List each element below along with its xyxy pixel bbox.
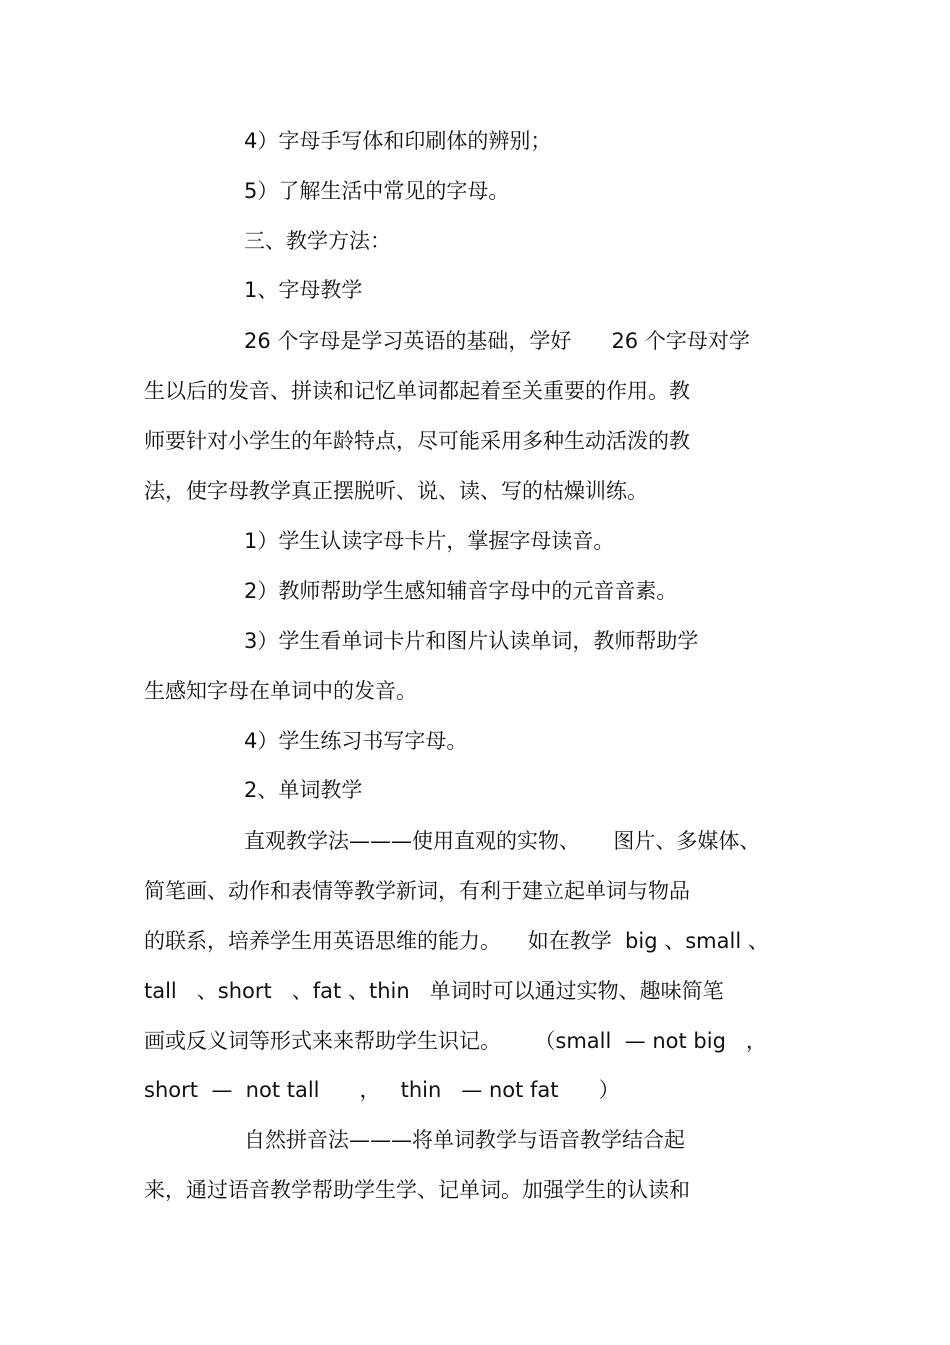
section-heading-teaching-methods: 三、教学方法： (244, 229, 391, 253)
paragraph-line: 26 个字母是学习英语的基础，学好 26 个字母对学 (244, 329, 750, 353)
paragraph-line: 自然拼音法———将单词教学与语音教学结合起 (244, 1128, 685, 1152)
list-item-letter-cards: 1）学生认读字母卡片，掌握字母读音。 (244, 529, 615, 553)
paragraph-line: 的联系，培养学生用英语思维的能力。 如在教学 big 、small 、 (144, 929, 769, 953)
subheading-word-teaching: 2、单词教学 (244, 778, 363, 802)
list-item-writing-practice: 4）学生练习书写字母。 (244, 729, 468, 753)
paragraph-line: 法，使字母教学真正摆脱听、说、读、写的枯燥训练。 (144, 479, 648, 503)
paragraph-line: 师要针对小学生的年龄特点，尽可能采用多种生动活泼的教 (144, 429, 690, 453)
list-item-common-letters: 5）了解生活中常见的字母。 (244, 179, 510, 203)
paragraph-line: 来，通过语音教学帮助学生学、记单词。加强学生的认读和 (144, 1178, 690, 1202)
paragraph-line: 直观教学法———使用直观的实物、 图片、多媒体、 (244, 829, 761, 853)
paragraph-line: 生以后的发音、拼读和记忆单词都起着至关重要的作用。教 (144, 379, 690, 403)
paragraph-line: tall 、short 、fat 、thin 单词时可以通过实物、趣味简笔 (144, 979, 724, 1003)
subheading-letter-teaching: 1、字母教学 (244, 278, 363, 302)
paragraph-line: 简笔画、动作和表情等教学新词，有利于建立起单词与物品 (144, 879, 690, 903)
list-item-vowel-sounds: 2）教师帮助学生感知辅音字母中的元音音素。 (244, 579, 678, 603)
paragraph-line: short — not tall ， thin — not fat ） (144, 1078, 620, 1102)
list-item-word-cards: 3）学生看单词卡片和图片认读单词，教师帮助学 (244, 629, 699, 653)
paragraph-line: 画或反义词等形式来来帮助学生识记。 （small — not big ， (144, 1029, 767, 1053)
paragraph-line: 生感知字母在单词中的发音。 (144, 679, 417, 703)
list-item-handwriting-print: 4）字母手写体和印刷体的辨别； (244, 129, 552, 153)
